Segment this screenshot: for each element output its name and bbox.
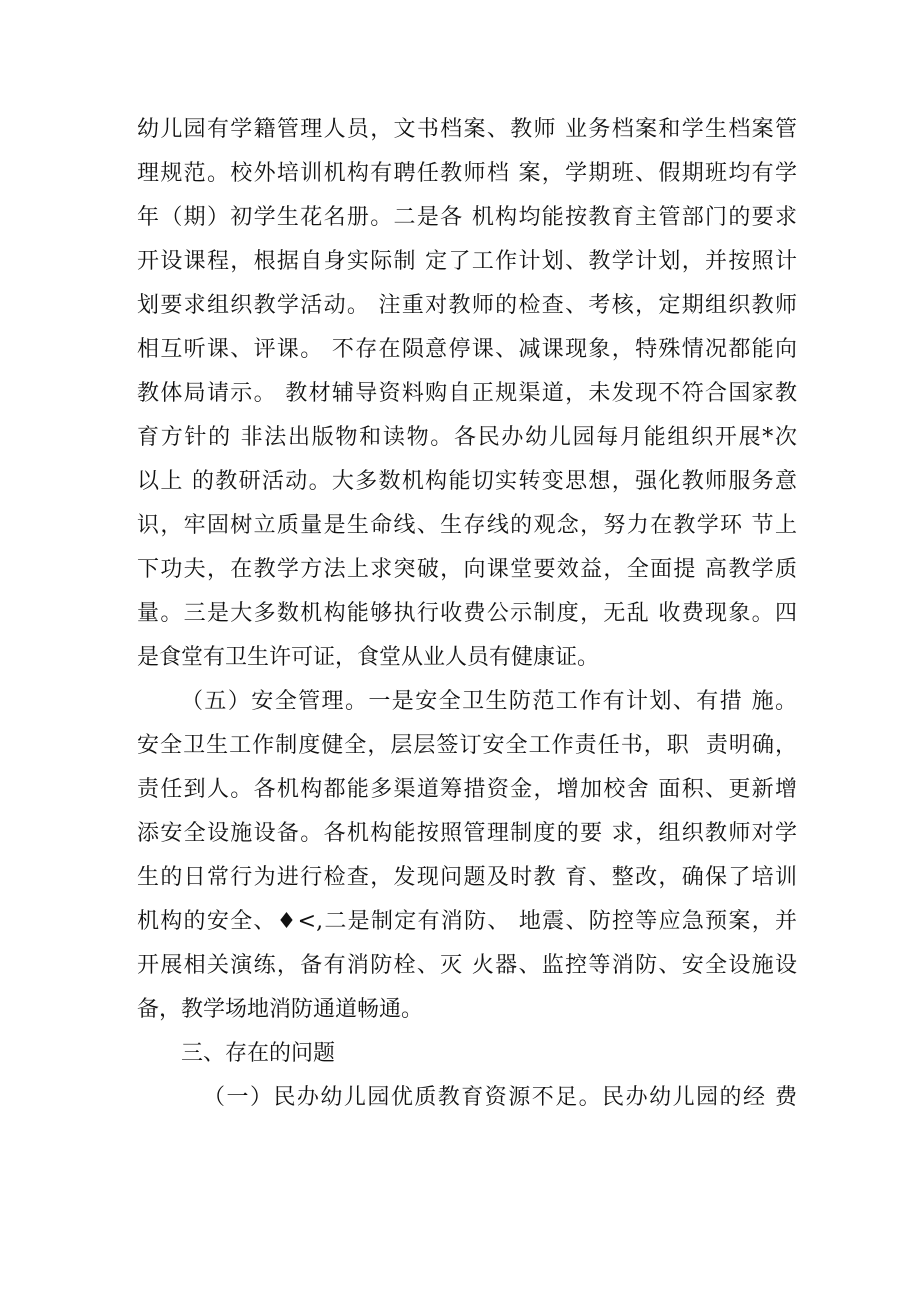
text-line: 幼儿园有学籍管理人员，文书档案、教师 业务档案和学生档案管 [137,117,797,142]
text-line: 量。三是大多数机构能够执行收费公示制度，无乱 收费现象。四 [137,601,797,626]
text-line: 是食堂有卫生许可证，食堂从业人员有健康证。 [137,645,600,670]
text-line: 责任到人。各机构都能多渠道筹措资金，增加校舍 面积、更新增 [137,777,797,802]
text-line: 年（期）初学生花名册。二是各 机构均能按教育主管部门的要求 [137,205,797,230]
text-line: 育方针的 非法出版物和读物。各民办幼儿园每月能组织开展*次 [137,425,797,450]
text-line: （一）民办幼儿园优质教育资源不足。民办幼儿园的经 费 [203,1085,797,1110]
text-line: 理规范。校外培训机构有聘任教师档 案，学期班、假期班均有学 [137,161,797,186]
paragraph-problem-one [137,1076,797,1120]
document-body [137,108,797,1120]
text-line: 机构的安全、♦<,二是制定有消防、 地震、防控等应急预案，并 [137,909,797,934]
section-heading-text: 三、存在的问题 [181,1041,336,1066]
text-line: 教体局请示。 教材辅导资料购自正规渠道，未发现不符合国家教 [137,381,797,406]
text-line: 开展相关演练，备有消防栓、灭 火器、监控等消防、安全设施设 [137,953,797,978]
text-line: 生的日常行为进行检查，发现问题及时教 育、整改，确保了培训 [137,865,797,890]
text-line: 下功夫，在教学方法上求突破，向课堂要效益，全面提 高教学质 [137,557,797,582]
text-line: 安全卫生工作制度健全，层层签订安全工作责任书，职 责明确， [137,733,797,758]
text-line: 相互听课、评课。 不存在陨意停课、减课现象，特殊情况都能向 [137,337,797,362]
paragraph-safety-management [137,680,797,1032]
paragraph-school-records [137,108,797,680]
text-line: 划要求组织教学活动。 注重对教师的检查、考核，定期组织教师 [137,293,797,318]
text-line: 识，牢固树立质量是生命线、生存线的观念，努力在教学环 节上 [137,513,797,538]
text-line: 以上 的教研活动。大多数机构能切实转变思想，强化教师服务意 [137,469,797,494]
text-line: （五）安全管理。一是安全卫生防范工作有计划、有措 施。 [181,689,797,714]
text-line: 开设课程，根据自身实际制 定了工作计划、教学计划，并按照计 [137,249,797,274]
text-line: 添安全设施设备。各机构能按照管理制度的要 求，组织教师对学 [137,821,797,846]
text-line: 备，教学场地消防通道畅通。 [137,997,424,1022]
section-heading-problems [137,1032,797,1076]
